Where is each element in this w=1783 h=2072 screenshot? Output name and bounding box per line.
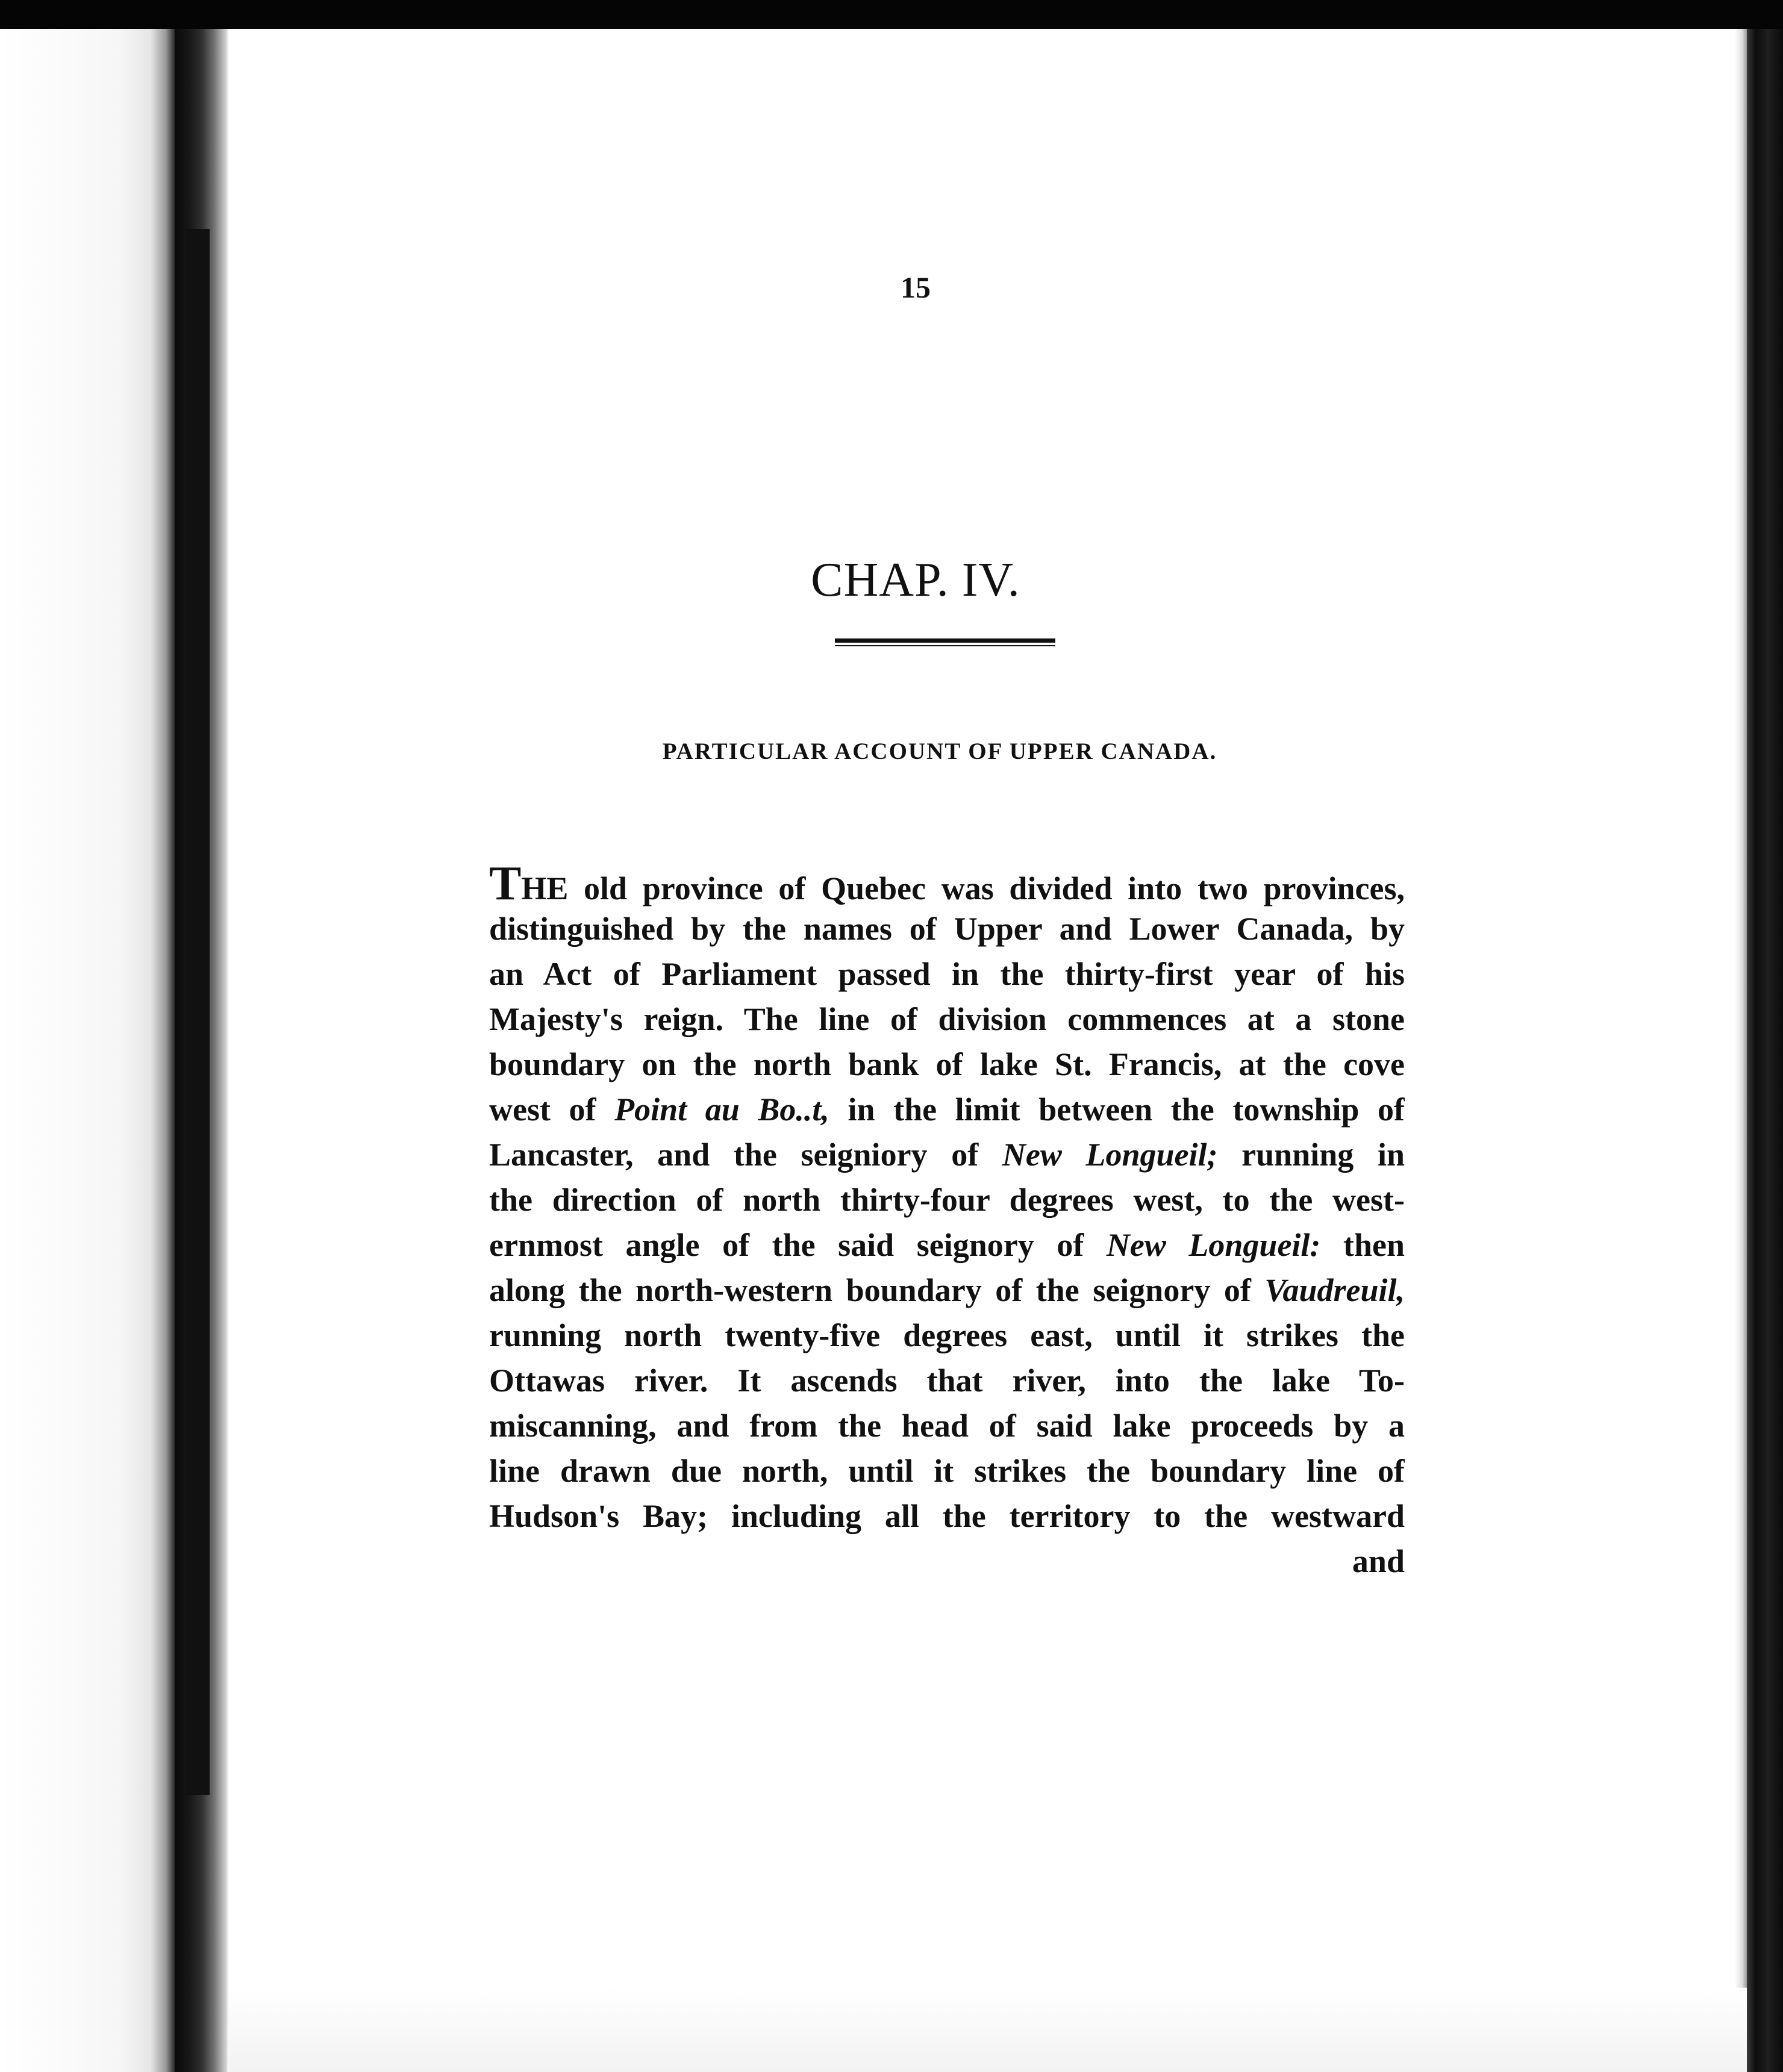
text-segment: the direction of north thirty-four degrees west, to the west-	[489, 1182, 1405, 1218]
text-segment: running north twenty-five degrees east, until it strikes the	[489, 1317, 1405, 1353]
text-segment: Lancaster, and the seigniory of	[489, 1137, 1002, 1173]
text-segment: Majesty's reign. The line of division commences at a stone	[489, 1001, 1405, 1037]
text-line	[489, 1178, 1405, 1223]
italic-text: New Longueil;	[1002, 1137, 1218, 1173]
gutter-shadow	[186, 229, 210, 1795]
text-line	[489, 1042, 1405, 1087]
text-segment: west of	[489, 1091, 615, 1128]
chapter-title: CHAP. IV.	[811, 554, 1020, 607]
drop-cap: T	[489, 861, 522, 906]
italic-text: Vaudreuil,	[1264, 1272, 1405, 1308]
scan-top-border	[0, 0, 1783, 29]
chapter-rule	[835, 638, 1055, 646]
text-line	[489, 1539, 1405, 1584]
right-scan-border	[1747, 29, 1783, 2072]
left-page-edge	[0, 29, 175, 2072]
text-segment: in the limit between the township of	[829, 1091, 1405, 1128]
text-line	[489, 1494, 1405, 1539]
text-line	[489, 1087, 1405, 1132]
text-segment: an Act of Parliament passed in the thirty-first year of his	[489, 956, 1405, 992]
text-segment: then	[1320, 1227, 1405, 1263]
section-heading: PARTICULAR ACCOUNT OF UPPER CANADA.	[662, 738, 1217, 764]
text-segment: miscanning, and from the head of said lake proceeds by a	[489, 1408, 1405, 1444]
italic-text: Point au Bo..t,	[614, 1091, 829, 1128]
italic-text: New Longueil:	[1106, 1227, 1321, 1263]
text-segment: along the north-western boundary of the seignory of	[489, 1272, 1265, 1308]
text-segment: line drawn due north, until it strikes the boundary line of	[489, 1453, 1405, 1489]
text-line	[489, 1313, 1405, 1358]
text-line	[489, 1358, 1405, 1403]
text-segment: boundary on the north bank of lake St. Francis, at the cove	[489, 1046, 1405, 1082]
text-segment: distinguished by the names of Upper and Lower Canada, by	[489, 911, 1405, 947]
text-line	[489, 1223, 1405, 1268]
text-line	[489, 861, 1405, 906]
text-segment: Ottawas river. It ascends that river, into the lake To-	[489, 1362, 1405, 1399]
text-segment: running in	[1217, 1137, 1405, 1173]
text-segment: HE old province of Quebec was divided into two provinces,	[521, 870, 1405, 906]
page-bottom-shade	[229, 1988, 1747, 2072]
text-line	[489, 997, 1405, 1042]
text-line	[489, 952, 1405, 997]
text-segment: ernmost angle of the said seignory of	[489, 1227, 1107, 1263]
body-text	[489, 861, 1405, 1584]
text-segment: Hudson's Bay; including all the territory to the westward	[489, 1498, 1405, 1534]
text-line	[489, 1403, 1405, 1449]
right-page-curl	[1735, 29, 1748, 2072]
text-segment: and	[1352, 1543, 1405, 1579]
text-line	[489, 1268, 1405, 1313]
page-number: 15	[901, 270, 931, 304]
text-line	[489, 1449, 1405, 1494]
text-line	[489, 1132, 1405, 1178]
text-line	[489, 906, 1405, 952]
